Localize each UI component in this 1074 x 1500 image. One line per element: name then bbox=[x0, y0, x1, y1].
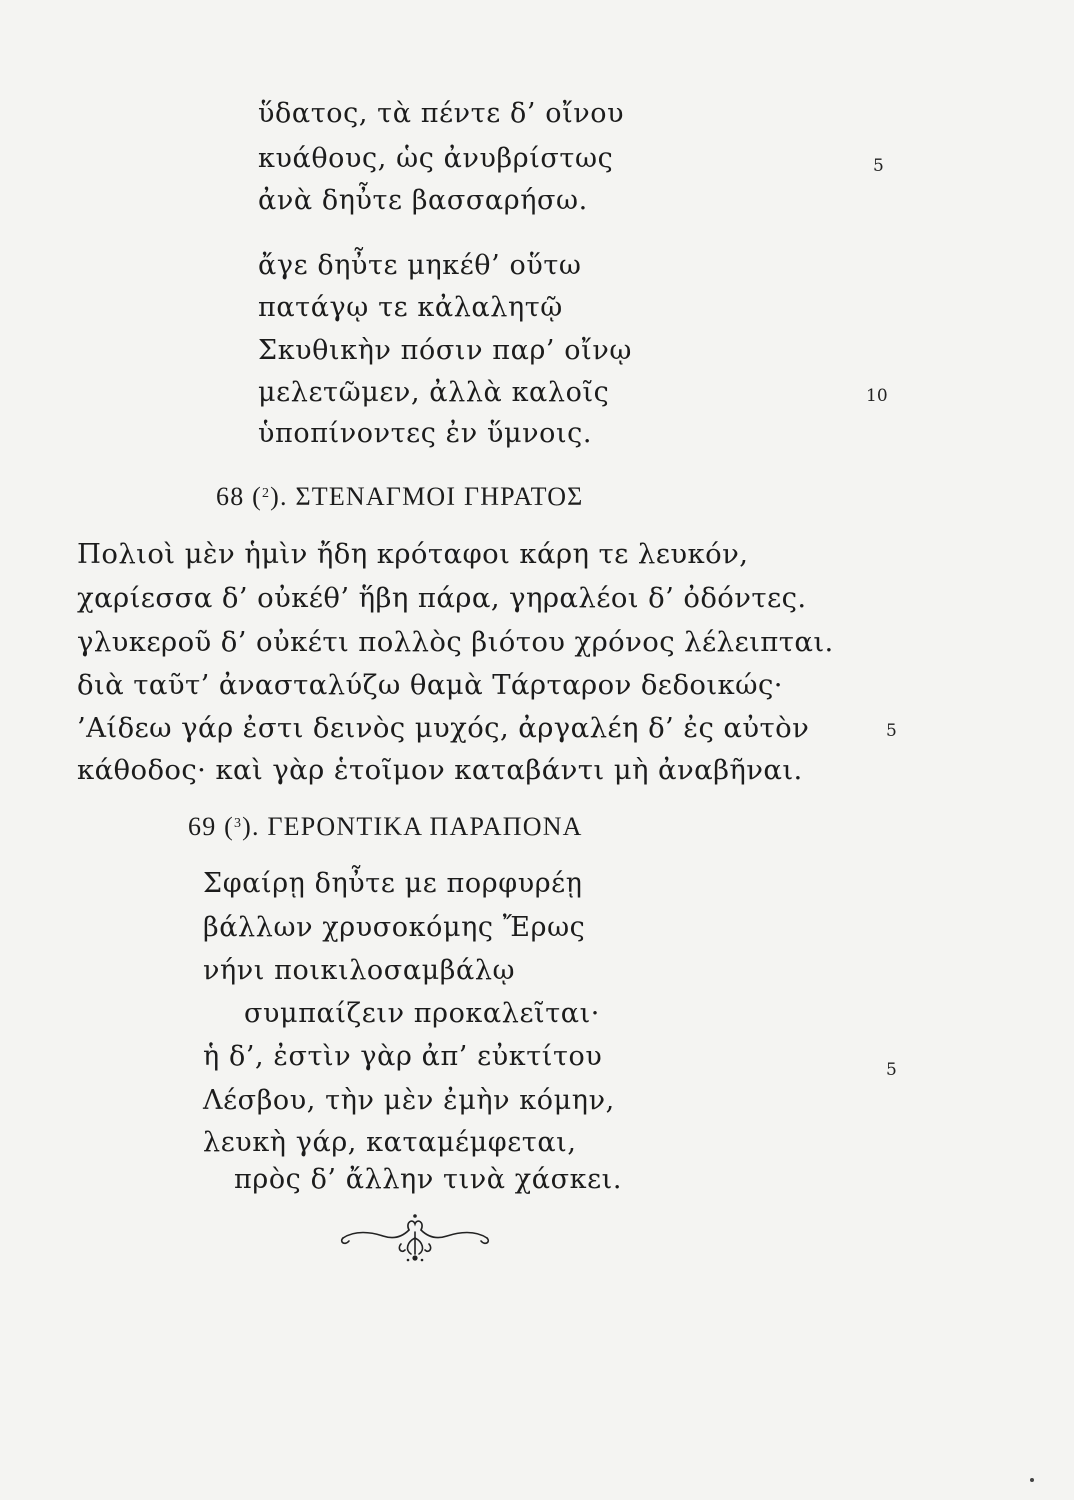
poem1-line-7: μελετῶμεν, ἀλλὰ καλοῖς bbox=[258, 377, 610, 408]
footnote-ref: 2 bbox=[261, 486, 271, 501]
fleuron-ornament-icon bbox=[335, 1208, 495, 1268]
section69-line-5: ἡ δ’, ἐστὶν γὰρ ἀπ’ εὐκτίτου bbox=[203, 1041, 603, 1072]
section69-line-1: Σφαίρῃ δηὖτε με πορφυρέῃ bbox=[203, 868, 583, 899]
section69-line-6: Λέσβου, τὴν μὲν ἐμὴν κόμην, bbox=[203, 1085, 615, 1116]
section69-line-3: νήνι ποικιλοσαμβάλῳ bbox=[203, 955, 516, 986]
poem1-line-8: ὑποπίνοντες ἐν ὕμνοις. bbox=[258, 418, 593, 449]
poem1-line-3: ἀνὰ δηὖτε βασσαρήσω. bbox=[258, 185, 588, 216]
section68-line-2: χαρίεσσα δ’ οὐκέθ’ ἥβη πάρα, γηραλέοι δ’ ὀδόντες. bbox=[77, 582, 807, 614]
poem1-line-6: Σκυθικὴν πόσιν παρ’ οἴνῳ bbox=[258, 335, 632, 366]
section68-line-1: Πολιοὶ μὲν ἡμὶν ἤδη κρόταφοι κάρη τε λευκόν, bbox=[77, 538, 749, 570]
footnote-ref: 3 bbox=[233, 816, 243, 831]
line-number: 5 bbox=[886, 1060, 897, 1080]
line-number: 5 bbox=[873, 156, 884, 176]
section68-line-4: διὰ ταῦτ’ ἀνασταλύζω θαμὰ Τάρταρον δεδοικώς· bbox=[77, 669, 783, 701]
poem1-line-2: κυάθους, ὡς ἀνυβρίστως bbox=[258, 143, 614, 174]
section-number: 68 bbox=[216, 482, 245, 511]
line-number: 10 bbox=[866, 386, 888, 406]
section-title: ΣΤΕΝΑΓΜΟΙ ΓΗΡΑΤΟΣ bbox=[295, 482, 584, 511]
line-number: 5 bbox=[886, 721, 897, 741]
section69-line-8: πρὸς δ’ ἄλλην τινὰ χάσκει. bbox=[234, 1164, 623, 1195]
poem1-line-5: πατάγῳ τε κἀλαλητῷ bbox=[258, 292, 563, 323]
section69-line-4: συμπαίζειν προκαλεῖται· bbox=[244, 998, 600, 1029]
section68-line-6: κάθοδος· καὶ γὰρ ἑτοῖμον καταβάντι μὴ ἀναβῆναι. bbox=[77, 754, 803, 786]
poem1-line-4: ἄγε δηὖτε μηκέθ’ οὕτω bbox=[258, 250, 582, 281]
section-69-heading: 69 ($^3$). ΓΕΡΟΝΤΙΚΑ ΠΑΡΑΠΟΝΑ bbox=[188, 812, 583, 841]
section-title: ΓΕΡΟΝΤΙΚΑ ΠΑΡΑΠΟΝΑ bbox=[267, 812, 583, 841]
section68-line-5: ’Αίδεω γάρ ἐστι δεινὸς μυχός, ἀργαλέη δ’ ἐς αὐτὸν bbox=[77, 712, 810, 744]
section68-line-3: γλυκεροῦ δ’ οὐκέτι πολλὸς βιότου χρόνος λέλειπται. bbox=[77, 626, 834, 658]
print-speck bbox=[1030, 1478, 1034, 1482]
section69-line-7: λευκὴ γάρ, καταμέμφεται, bbox=[203, 1127, 577, 1158]
poem1-line-1: ὕδατος, τὰ πέντε δ’ οἴνου bbox=[258, 98, 625, 129]
section-number: 69 bbox=[188, 812, 217, 841]
section-68-heading: 68 ($^2$). ΣΤΕΝΑΓΜΟΙ ΓΗΡΑΤΟΣ bbox=[216, 482, 584, 511]
section69-line-2: βάλλων χρυσοκόμης Ἔρως bbox=[203, 912, 586, 943]
